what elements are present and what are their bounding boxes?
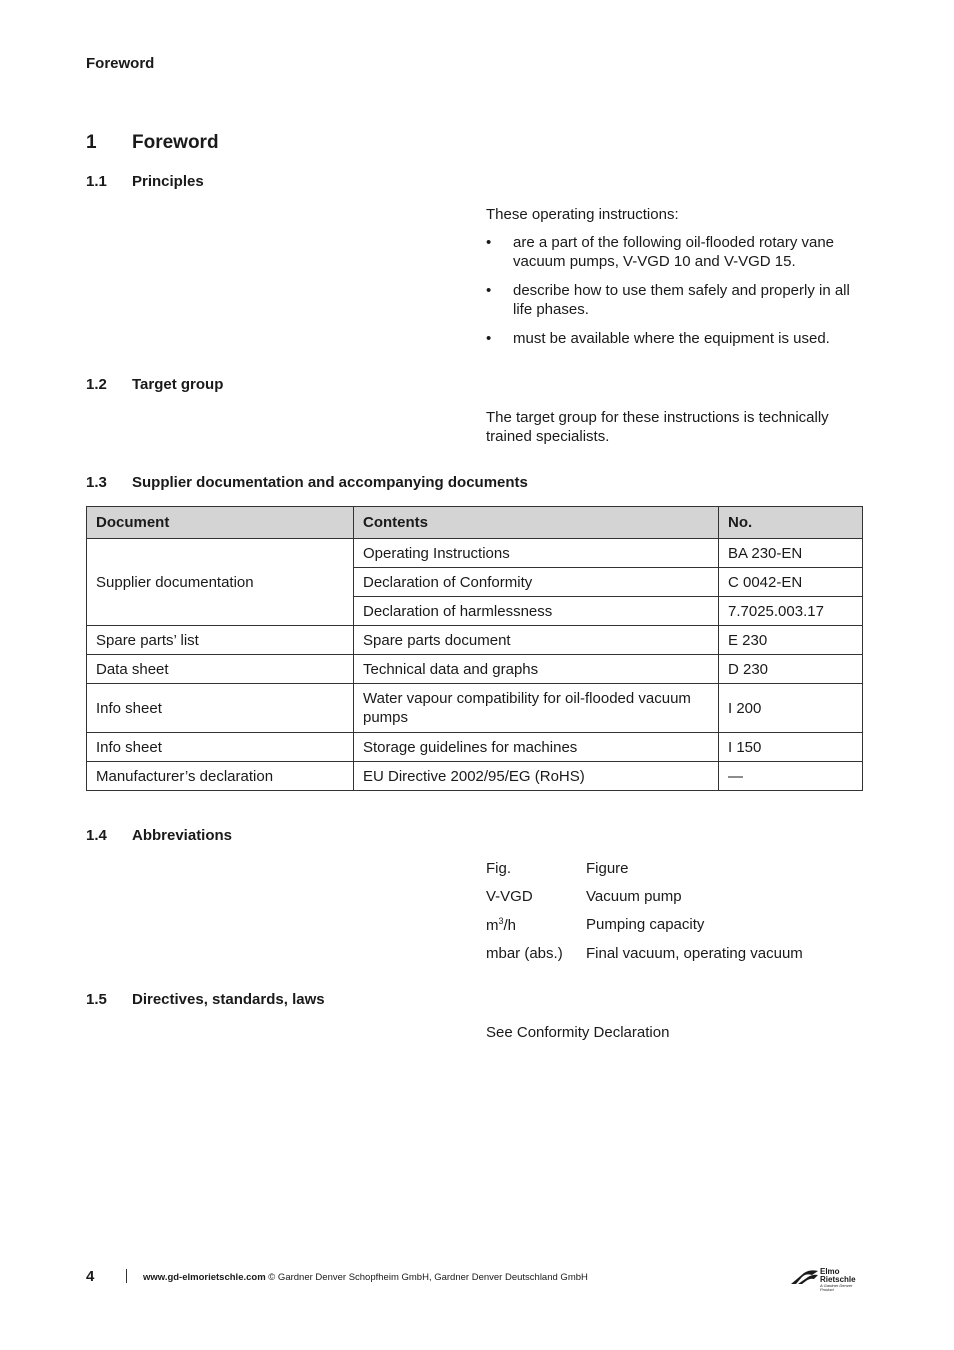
table-row xyxy=(87,655,863,684)
directives-text: See Conformity Declaration xyxy=(486,1024,670,1041)
cell-contents: Water vapour compatibility for oil-flooded vacuum pumps xyxy=(354,684,719,733)
swoosh-icon xyxy=(790,1269,820,1287)
list-item: • must be available where the equipment is used. xyxy=(486,330,830,347)
page-number: 4 xyxy=(86,1268,95,1285)
chapter-title: Foreword xyxy=(132,132,219,153)
section-title-abbreviations: Abbreviations xyxy=(132,827,233,844)
abbreviation-meaning: Figure xyxy=(586,860,629,877)
cell-document: Info sheet xyxy=(87,733,354,762)
bullet-icon: • xyxy=(486,234,492,251)
column-header-contents: Contents xyxy=(354,507,719,539)
elmo-rietschle-logo xyxy=(790,1266,865,1290)
cell-document: Manufacturer’s declaration xyxy=(87,762,354,791)
target-group-text: The target group for these instructions is technically trained specialists. xyxy=(486,409,829,445)
section-title-supplier-docs: Supplier documentation and accompanying documents xyxy=(132,474,528,491)
abbreviation-meaning: Vacuum pump xyxy=(586,888,682,905)
cell-number: C 0042-EN xyxy=(719,568,863,597)
supplier-documents-table xyxy=(86,506,863,791)
cell-contents: Declaration of harmlessness xyxy=(354,597,719,626)
table-header-row xyxy=(87,507,863,539)
principles-intro: These operating instructions: xyxy=(486,206,679,223)
cell-document: Spare parts’ list xyxy=(87,626,354,655)
table-row xyxy=(87,684,863,733)
cell-document: Data sheet xyxy=(87,655,354,684)
section-title-principles: Principles xyxy=(132,173,204,190)
abbreviation-meaning: Final vacuum, operating vacuum xyxy=(586,945,803,962)
principles-bullet-list xyxy=(486,233,866,358)
logo-tagline: A Gardner Denver Product xyxy=(820,1283,853,1292)
cell-number: D 230 xyxy=(719,655,863,684)
chapter-number: 1 xyxy=(86,132,97,153)
section-number-principles: 1.1 xyxy=(86,173,107,190)
cell-contents: Declaration of Conformity xyxy=(354,568,719,597)
bullet-icon: • xyxy=(486,282,492,299)
section-title-directives: Directives, standards, laws xyxy=(132,991,325,1008)
cell-document: Info sheet xyxy=(87,684,354,733)
column-header-document: Document xyxy=(87,507,354,539)
cell-contents: Operating Instructions xyxy=(354,539,719,568)
bullet-icon: • xyxy=(486,330,492,347)
section-number-abbreviations: 1.4 xyxy=(86,827,107,844)
table-row xyxy=(87,733,863,762)
table-row xyxy=(87,626,863,655)
cell-number: 7.7025.003.17 xyxy=(719,597,863,626)
abbreviation-term: $m^3/h$ xyxy=(486,916,517,934)
abbreviation-term: mbar (abs.) xyxy=(486,945,563,962)
cell-contents: EU Directive 2002/95/EG (RoHS) xyxy=(354,762,719,791)
cell-number: BA 230-EN xyxy=(719,539,863,568)
section-number-target-group: 1.2 xyxy=(86,376,107,393)
section-number-supplier-docs: 1.3 xyxy=(86,474,107,491)
cell-contents: Storage guidelines for machines xyxy=(354,733,719,762)
logo-text-line1: Elmo xyxy=(820,1267,840,1276)
cell-contents: Technical data and graphs xyxy=(354,655,719,684)
list-item: • describe how to use them safely and properly in all life phases. xyxy=(486,282,850,318)
footer-copyright: © Gardner Denver Schopfheim GmbH, Gardner Denver Deutschland GmbH xyxy=(265,1272,588,1283)
footer-website-link[interactable]: www.gd-elmorietschle.com xyxy=(143,1272,266,1283)
abbreviation-term: Fig. xyxy=(486,860,512,877)
cell-number: E 230 xyxy=(719,626,863,655)
table-row xyxy=(87,762,863,791)
cell-number: I 200 xyxy=(719,684,863,733)
cell-contents: Spare parts document xyxy=(354,626,719,655)
cell-number: I 150 xyxy=(719,733,863,762)
abbreviation-term: V-VGD xyxy=(486,888,533,905)
table-row xyxy=(87,539,863,568)
cell-number: — xyxy=(719,762,863,791)
logo-text-line2: Rietschle xyxy=(820,1275,856,1284)
column-header-number: No. xyxy=(719,507,863,539)
cell-document: Supplier documentation xyxy=(87,539,354,626)
running-header: Foreword xyxy=(86,55,155,72)
footer-divider xyxy=(126,1269,127,1283)
section-number-directives: 1.5 xyxy=(86,991,107,1008)
footer-text xyxy=(143,1272,588,1283)
list-item: • are a part of the following oil-flooded rotary vane vacuum pumps, V-VGD 10 and V-VGD 15. xyxy=(486,234,835,270)
abbreviation-meaning: Pumping capacity xyxy=(586,916,705,933)
section-title-target-group: Target group xyxy=(132,376,224,393)
